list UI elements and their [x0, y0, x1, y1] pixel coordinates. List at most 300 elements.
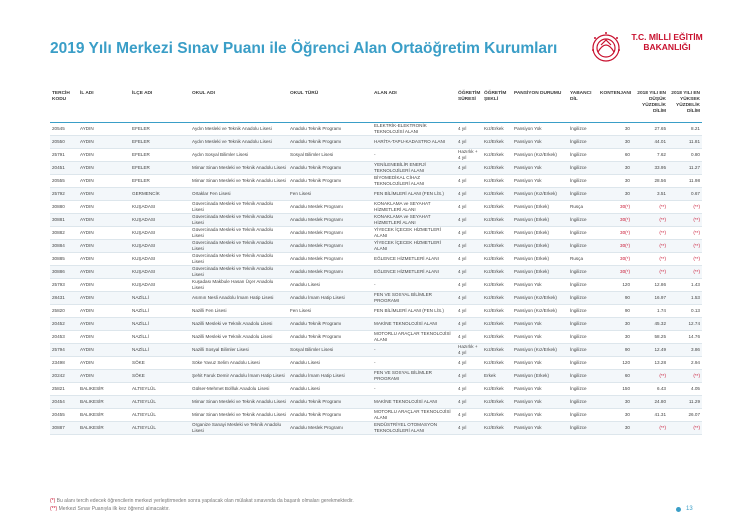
table-cell: (**)	[632, 253, 668, 266]
table-cell: İngilizce	[568, 227, 598, 240]
table-cell: ALTIEYLÜL	[130, 422, 190, 435]
table-cell: 13.28	[632, 357, 668, 370]
table-cell: Mimar Sinan Mesleki ve Teknik Anadolu Lisesi	[190, 175, 288, 188]
table-cell: 23498	[50, 357, 78, 370]
table-cell: KUŞADASI	[130, 253, 190, 266]
table-cell: EFELER	[130, 149, 190, 162]
table-cell: (**)	[668, 227, 702, 240]
table-cell: 4 yıl	[456, 279, 482, 292]
table-cell: ALTIEYLÜL	[130, 383, 190, 396]
table-cell: Rusça	[568, 201, 598, 214]
table-cell: (**)	[668, 370, 702, 383]
table-cell: Nazilli Mesleki ve Teknik Anadolu Lisesi	[190, 331, 288, 344]
table-cell: 4 yıl	[456, 331, 482, 344]
table-cell: Kız/Erkek	[482, 266, 512, 279]
table-cell: Anadolu Lisesi	[288, 279, 372, 292]
table-cell: AYDIN	[78, 344, 130, 357]
table-cell: 30880	[50, 201, 78, 214]
table-cell: BİYOMEDİKAL CİHAZ TEKNOLOJİLERİ ALANI	[372, 175, 456, 188]
table-cell: 30(*)	[598, 201, 632, 214]
table-cell: 30(*)	[598, 266, 632, 279]
table-cell: Kız/Erkek	[482, 344, 512, 357]
table-cell: İngilizce	[568, 240, 598, 253]
table-cell: AYDIN	[78, 292, 130, 305]
table-cell: 4 yıl	[456, 214, 482, 227]
table-cell: AYDIN	[78, 370, 130, 383]
table-cell: AYDIN	[78, 149, 130, 162]
table-row	[50, 292, 702, 305]
table-cell: Organize Sanayi Mesleki ve Teknik Anadolu Lisesi	[190, 422, 288, 435]
ministry-logo-text	[623, 32, 711, 52]
table-cell: 33.95	[632, 162, 668, 175]
table-cell: EFELER	[130, 162, 190, 175]
table-cell: YENİLENEBİLİR ENERJİ TEKNOLOJİLERİ ALANI	[372, 162, 456, 175]
table-cell: Anadolu Meslek Programı	[288, 201, 372, 214]
table-cell: Kız/Erkek	[482, 318, 512, 331]
table-cell: FEN VE SOSYAL BİLİMLER PROGRAMI	[372, 370, 456, 383]
table-cell: İngilizce	[568, 318, 598, 331]
table-cell: Pansiyon (Kız/Erkek)	[512, 149, 568, 162]
table-cell: FEN BİLİMLERİ ALANI (FEN LİS.)	[372, 305, 456, 318]
table-cell: 45.32	[632, 318, 668, 331]
table-cell: Mimar Sinan Mesleki ve Teknik Anadolu Lisesi	[190, 396, 288, 409]
page-dot-icon	[676, 507, 681, 512]
table-cell: Anadolu Teknik Programı	[288, 331, 372, 344]
table-cell: 6.43	[632, 383, 668, 396]
table-cell: Güvercinada Mesleki ve Teknik Anadolu Lisesi	[190, 253, 288, 266]
table-cell: Kız/Erkek	[482, 331, 512, 344]
table-cell: 4 yıl	[456, 175, 482, 188]
table-cell: Kız/Erkek	[482, 409, 512, 422]
table-cell: HARİTA-TAPU-KADASTRO ALANI	[372, 136, 456, 149]
table-row	[50, 123, 702, 136]
table-cell: AYDIN	[78, 331, 130, 344]
table-cell: KUŞADASI	[130, 214, 190, 227]
table-cell: 30	[598, 396, 632, 409]
table-cell: İngilizce	[568, 396, 598, 409]
column-header: OKUL ADI	[190, 90, 288, 123]
table-cell: 4.05	[668, 383, 702, 396]
table-cell: EFELER	[130, 123, 190, 136]
table-cell: 30	[598, 331, 632, 344]
table-cell: Pansiyon Yok	[512, 409, 568, 422]
table-cell: 3.51	[632, 188, 668, 201]
table-cell: AYDIN	[78, 279, 130, 292]
table-cell: KUŞADASI	[130, 201, 190, 214]
table-cell: İngilizce	[568, 214, 598, 227]
table-row	[50, 344, 702, 357]
table-cell: Anadolu Meslek Programı	[288, 214, 372, 227]
table-cell: 4 yıl	[456, 422, 482, 435]
table-cell: (**)	[668, 422, 702, 435]
table-row	[50, 396, 702, 409]
table-cell: 20550	[50, 136, 78, 149]
table-cell: (**)	[668, 266, 702, 279]
table-cell: KUŞADASI	[130, 240, 190, 253]
table-cell: 4 yıl	[456, 370, 482, 383]
table-cell: 4 yıl	[456, 318, 482, 331]
table-cell: AYDIN	[78, 188, 130, 201]
table-cell: 90	[598, 305, 632, 318]
table-cell: Kız/Erkek	[482, 253, 512, 266]
table-cell: 3.86	[668, 344, 702, 357]
page-title: 2019 Yılı Merkezi Sınav Puanı ile Öğrenci Alan Ortaöğretim Kurumları	[50, 40, 558, 57]
table-cell: 0.80	[668, 149, 702, 162]
table-cell: 30(*)	[598, 253, 632, 266]
table-cell: 4 yıl	[456, 305, 482, 318]
table-cell: Pansiyon Yok	[512, 357, 568, 370]
table-cell: Nazilli Fen Lisesi	[190, 305, 288, 318]
table-cell: 28431	[50, 292, 78, 305]
table-cell: Pansiyon (Kız/Erkek)	[512, 292, 568, 305]
table-row	[50, 227, 702, 240]
table-cell: BALIKESİR	[78, 383, 130, 396]
table-cell: Anadolu İmam Hatip Lisesi	[288, 292, 372, 305]
table-cell: ALTIEYLÜL	[130, 409, 190, 422]
table-cell: ELEKTRİK-ELEKTRONİK TEKNOLOJİSİ ALANI	[372, 123, 456, 136]
table-cell: İngilizce	[568, 188, 598, 201]
table-cell: SÖKE	[130, 357, 190, 370]
table-cell: 1.53	[668, 292, 702, 305]
table-cell: 20545	[50, 123, 78, 136]
table-cell: Rusça	[568, 253, 598, 266]
table-cell: AYDIN	[78, 305, 130, 318]
table-cell: Pansiyon Yok	[512, 136, 568, 149]
table-cell: Gülser-Mehmet Bollluk Anadolu Lisesi	[190, 383, 288, 396]
table-cell: 20453	[50, 331, 78, 344]
column-header: TERCİH KODU	[50, 90, 78, 123]
table-cell: Pansiyon (Erkek)	[512, 253, 568, 266]
table-cell: 30	[598, 409, 632, 422]
table-cell: 4 yıl	[456, 201, 482, 214]
table-cell: Pansiyon (Erkek)	[512, 214, 568, 227]
table-cell: 60	[598, 149, 632, 162]
table-cell: Mimar Sinan Mesleki ve Teknik Anadolu Lisesi	[190, 162, 288, 175]
table-cell: EFELER	[130, 136, 190, 149]
table-cell: MAKİNE TEKNOLOJİSİ ALANI	[372, 318, 456, 331]
table-cell: KONAKLAMA ve SEYAHAT HİZMETLERİ ALANI	[372, 214, 456, 227]
table-cell: AYDIN	[78, 357, 130, 370]
table-cell: ENDÜSTRİYEL OTOMASYON TEKNOLOJİLERİ ALANI	[372, 422, 456, 435]
table-cell: AYDIN	[78, 240, 130, 253]
table-cell: 30887	[50, 422, 78, 435]
table-cell: Kız/Erkek	[482, 357, 512, 370]
table-cell: 25793	[50, 279, 78, 292]
table-cell: 12.74	[668, 318, 702, 331]
table-cell: (**)	[632, 240, 668, 253]
table-cell: YİYECEK İÇECEK HİZMETLERİ ALANI	[372, 227, 456, 240]
table-cell: 12.49	[632, 344, 668, 357]
table-cell: 20452	[50, 318, 78, 331]
table-cell: Anadolu Meslek Programı	[288, 240, 372, 253]
table-cell: (**)	[632, 370, 668, 383]
table-cell: Pansiyon (Erkek)	[512, 266, 568, 279]
table-cell: Pansiyon Yok	[512, 396, 568, 409]
table-cell: YİYECEK İÇECEK HİZMETLERİ ALANI	[372, 240, 456, 253]
table-cell: Kız/Erkek	[482, 279, 512, 292]
footnote-mark: (*)	[50, 498, 56, 504]
table-cell: (**)	[668, 253, 702, 266]
table-cell: Aydın Mesleki ve Teknik Anadolu Lisesi	[190, 136, 288, 149]
table-cell: Ortaklar Fen Lisesi	[190, 188, 288, 201]
table-cell: Fen Lisesi	[288, 188, 372, 201]
table-cell: Kız/Erkek	[482, 175, 512, 188]
table-cell: 120	[598, 357, 632, 370]
table-cell: Kız/Erkek	[482, 383, 512, 396]
table-cell: Pansiyon (Erkek)	[512, 227, 568, 240]
table-cell: 4 yıl	[456, 162, 482, 175]
footnotes	[50, 497, 354, 513]
table-row	[50, 305, 702, 318]
table-cell: 25820	[50, 305, 78, 318]
table-cell: 30(*)	[598, 227, 632, 240]
table-cell: Kız/Erkek	[482, 214, 512, 227]
table-cell: Pansiyon Yok	[512, 279, 568, 292]
table-cell: 30881	[50, 214, 78, 227]
table-cell: Anadolu Teknik Programı	[288, 396, 372, 409]
table-cell: Pansiyon Yok	[512, 162, 568, 175]
table-cell: Pansiyon Yok	[512, 318, 568, 331]
table-cell: 20455	[50, 409, 78, 422]
table-cell: 16.97	[632, 292, 668, 305]
table-cell: Pansiyon (Erkek)	[512, 240, 568, 253]
column-header: İLÇE ADI	[130, 90, 190, 123]
table-cell: AYDIN	[78, 162, 130, 175]
table-cell: Kız/Erkek	[482, 149, 512, 162]
table-cell: 4 yıl	[456, 240, 482, 253]
table-row	[50, 136, 702, 149]
table-row	[50, 253, 702, 266]
table-cell: 1.74	[632, 305, 668, 318]
logo-line-2: BAKANLIĞI	[643, 42, 691, 52]
table-cell: Anadolu Lisesi	[288, 357, 372, 370]
page-number: 13	[686, 506, 693, 512]
table-cell: 24.80	[632, 396, 668, 409]
table-cell: AYDIN	[78, 214, 130, 227]
table-cell: (**)	[632, 201, 668, 214]
table-cell: Aydın Mesleki ve Teknik Anadolu Lisesi	[190, 123, 288, 136]
table-cell: 4 yıl	[456, 123, 482, 136]
table-cell: Kız/Erkek	[482, 136, 512, 149]
column-header: ÖĞRETİM ŞEKLİ	[482, 90, 512, 123]
column-header: ALAN ADI	[372, 90, 456, 123]
table-cell: ALTIEYLÜL	[130, 396, 190, 409]
table-cell: (**)	[632, 422, 668, 435]
table-cell: İngilizce	[568, 266, 598, 279]
schools-table	[50, 90, 702, 435]
table-cell: Nazilli Mesleki ve Teknik Anadolu Lisesi	[190, 318, 288, 331]
table-cell: 11.98	[668, 175, 702, 188]
table-cell: 4 yıl	[456, 136, 482, 149]
table-row	[50, 201, 702, 214]
table-cell: 4 yıl	[456, 253, 482, 266]
table-cell: İngilizce	[568, 331, 598, 344]
table-cell: 7.62	[632, 149, 668, 162]
table-cell: Şehit Faruk Demir Anadolu İmam Hatip Lisesi	[190, 370, 288, 383]
table-cell: KUŞADASI	[130, 266, 190, 279]
table-cell: Pansiyon Yok	[512, 123, 568, 136]
footnote-text: Bu alanı tercih edecek öğrencilerin merkezi yerleştirmeden sonra yapılacak olan mülakat sınavında da başarılı olmaları gerekmektedir.	[55, 498, 354, 504]
table-row	[50, 331, 702, 344]
table-row	[50, 162, 702, 175]
table-cell: Anadolu Teknik Programı	[288, 318, 372, 331]
column-header: ÖĞRETİM SÜRESİ	[456, 90, 482, 123]
table-row	[50, 266, 702, 279]
table-cell: 25791	[50, 149, 78, 162]
table-cell: İngilizce	[568, 409, 598, 422]
table-cell: NAZİLLİ	[130, 331, 190, 344]
table-cell: Anadolu İmam Hatip Lisesi	[288, 370, 372, 383]
table-cell: Kız/Erkek	[482, 201, 512, 214]
table-cell: Pansiyon (Erkek)	[512, 370, 568, 383]
table-cell: GERMENCİK	[130, 188, 190, 201]
table-row	[50, 357, 702, 370]
table-cell: 11.29	[668, 396, 702, 409]
table-cell: EFELER	[130, 175, 190, 188]
table-cell: 4 yıl	[456, 357, 482, 370]
table-cell: Anadolu Teknik Programı	[288, 409, 372, 422]
table-cell: -	[372, 279, 456, 292]
table-cell: -	[372, 383, 456, 396]
table-cell: Pansiyon (Kız/Erkek)	[512, 344, 568, 357]
table-cell: NAZİLLİ	[130, 318, 190, 331]
table-cell: 150	[598, 383, 632, 396]
table-cell: MOTORLU ARAÇLAR TEKNOLOJİSİ ALANI	[372, 409, 456, 422]
table-cell: Anadolu Teknik Programı	[288, 175, 372, 188]
table-row	[50, 279, 702, 292]
table-cell: İngilizce	[568, 383, 598, 396]
table-cell: 30	[598, 136, 632, 149]
table-cell: 4 yıl	[456, 292, 482, 305]
table-cell: 30	[598, 162, 632, 175]
table-cell: SÖKE	[130, 370, 190, 383]
table-cell: Anadolu Meslek Programı	[288, 266, 372, 279]
table-cell: 4 yıl	[456, 409, 482, 422]
table-cell: 30	[598, 123, 632, 136]
table-cell: Pansiyon (Kız/Erkek)	[512, 305, 568, 318]
table-cell: 20555	[50, 175, 78, 188]
table-cell: BALIKESİR	[78, 422, 130, 435]
table-cell: 30	[598, 318, 632, 331]
table-cell: Asımın Nesli Anadolu İmam Hatip Lisesi	[190, 292, 288, 305]
column-header: 2018 YILI EN YÜKSEK YÜZDELİK DİLİM	[668, 90, 702, 123]
table-cell: Kuşadası Makbule Hasan Üçer Anadolu Lisesi	[190, 279, 288, 292]
table-cell: 20454	[50, 396, 78, 409]
table-cell: Fen Lisesi	[288, 305, 372, 318]
table-cell: 20451	[50, 162, 78, 175]
column-header: YABANCI DİL	[568, 90, 598, 123]
table-row	[50, 370, 702, 383]
table-cell: Anadolu Lisesi	[288, 383, 372, 396]
table-cell: EĞLENCE HİZMETLERİ ALANI	[372, 266, 456, 279]
table-cell: -	[372, 344, 456, 357]
table-cell: AYDIN	[78, 266, 130, 279]
table-cell: Erkek	[482, 370, 512, 383]
table-cell: 30	[598, 188, 632, 201]
table-cell: 30884	[50, 240, 78, 253]
table-header-row	[50, 90, 702, 123]
table-cell: (**)	[632, 266, 668, 279]
table-cell: 25792	[50, 188, 78, 201]
footnote-text: Merkezi Sınav Puanıyla ilk kez öğrenci alınacaktır.	[57, 506, 170, 512]
table-cell: KUŞADASI	[130, 279, 190, 292]
table-row	[50, 188, 702, 201]
table-cell: -	[372, 149, 456, 162]
table-cell: Hazırlık + 4 yıl	[456, 344, 482, 357]
table-row	[50, 149, 702, 162]
table-cell: Güvercinada Mesleki ve Teknik Anadolu Lisesi	[190, 227, 288, 240]
table-cell: AYDIN	[78, 123, 130, 136]
table-cell: Anadolu Teknik Programı	[288, 123, 372, 136]
table-cell: Kız/Erkek	[482, 188, 512, 201]
table-cell: Kız/Erkek	[482, 396, 512, 409]
table-cell: Sosyal Bilimler Lisesi	[288, 149, 372, 162]
table-row	[50, 175, 702, 188]
table-cell: AYDIN	[78, 175, 130, 188]
table-cell: FEN BİLİMLERİ ALANI (FEN LİS.)	[372, 188, 456, 201]
table-cell: EĞLENCE HİZMETLERİ ALANI	[372, 253, 456, 266]
table-cell: 4 yıl	[456, 396, 482, 409]
table-cell: AYDIN	[78, 227, 130, 240]
table-cell: AYDIN	[78, 201, 130, 214]
table-cell: Hazırlık + 4 yıl	[456, 149, 482, 162]
column-header: KONTENJANI	[598, 90, 632, 123]
footnote-1	[50, 497, 354, 505]
table-cell: AYDIN	[78, 136, 130, 149]
table-cell: 30(*)	[598, 214, 632, 227]
table-cell: AYDIN	[78, 253, 130, 266]
table-cell: Kız/Erkek	[482, 227, 512, 240]
table-cell: Anadolu Meslek Programı	[288, 227, 372, 240]
table-cell: 2.94	[668, 357, 702, 370]
table-cell: İngilizce	[568, 292, 598, 305]
table-cell: Pansiyon (Erkek)	[512, 201, 568, 214]
table-cell: Anadolu Teknik Programı	[288, 136, 372, 149]
column-header: İL ADI	[78, 90, 130, 123]
table-cell: 12.86	[632, 279, 668, 292]
table-cell: 30886	[50, 266, 78, 279]
column-header: PANSİYON DURUMU	[512, 90, 568, 123]
table-cell: 20242	[50, 370, 78, 383]
table-cell: 25821	[50, 383, 78, 396]
table-row	[50, 383, 702, 396]
table-cell: İngilizce	[568, 149, 598, 162]
table-cell: 14.76	[668, 331, 702, 344]
table-cell: 4 yıl	[456, 188, 482, 201]
table-cell: Güvercinada Mesleki ve Teknik Anadolu Lisesi	[190, 214, 288, 227]
table-cell: KUŞADASI	[130, 227, 190, 240]
table-cell: 11.81	[668, 136, 702, 149]
column-header: 2018 YILI EN DÜŞÜK YÜZDELİK DİLİM	[632, 90, 668, 123]
table-cell: Aydın Sosyal Bilimler Lisesi	[190, 149, 288, 162]
table-cell: İngilizce	[568, 305, 598, 318]
table-cell: 30	[598, 422, 632, 435]
table-cell: Kız/Erkek	[482, 422, 512, 435]
table-cell: Kız/Erkek	[482, 123, 512, 136]
column-header: OKUL TÜRÜ	[288, 90, 372, 123]
table-cell: MAKİNE TEKNOLOJİSİ ALANI	[372, 396, 456, 409]
table-cell: İngilizce	[568, 422, 598, 435]
table-cell: İngilizce	[568, 357, 598, 370]
table-cell: İngilizce	[568, 162, 598, 175]
table-cell: -	[372, 357, 456, 370]
table-cell: BALIKESİR	[78, 396, 130, 409]
footnote-mark: (**)	[50, 506, 58, 512]
table-cell: 27.65	[632, 123, 668, 136]
table-cell: (**)	[632, 214, 668, 227]
table-row	[50, 422, 702, 435]
table-cell: Söke Yavuz Selim Anadolu Lisesi	[190, 357, 288, 370]
